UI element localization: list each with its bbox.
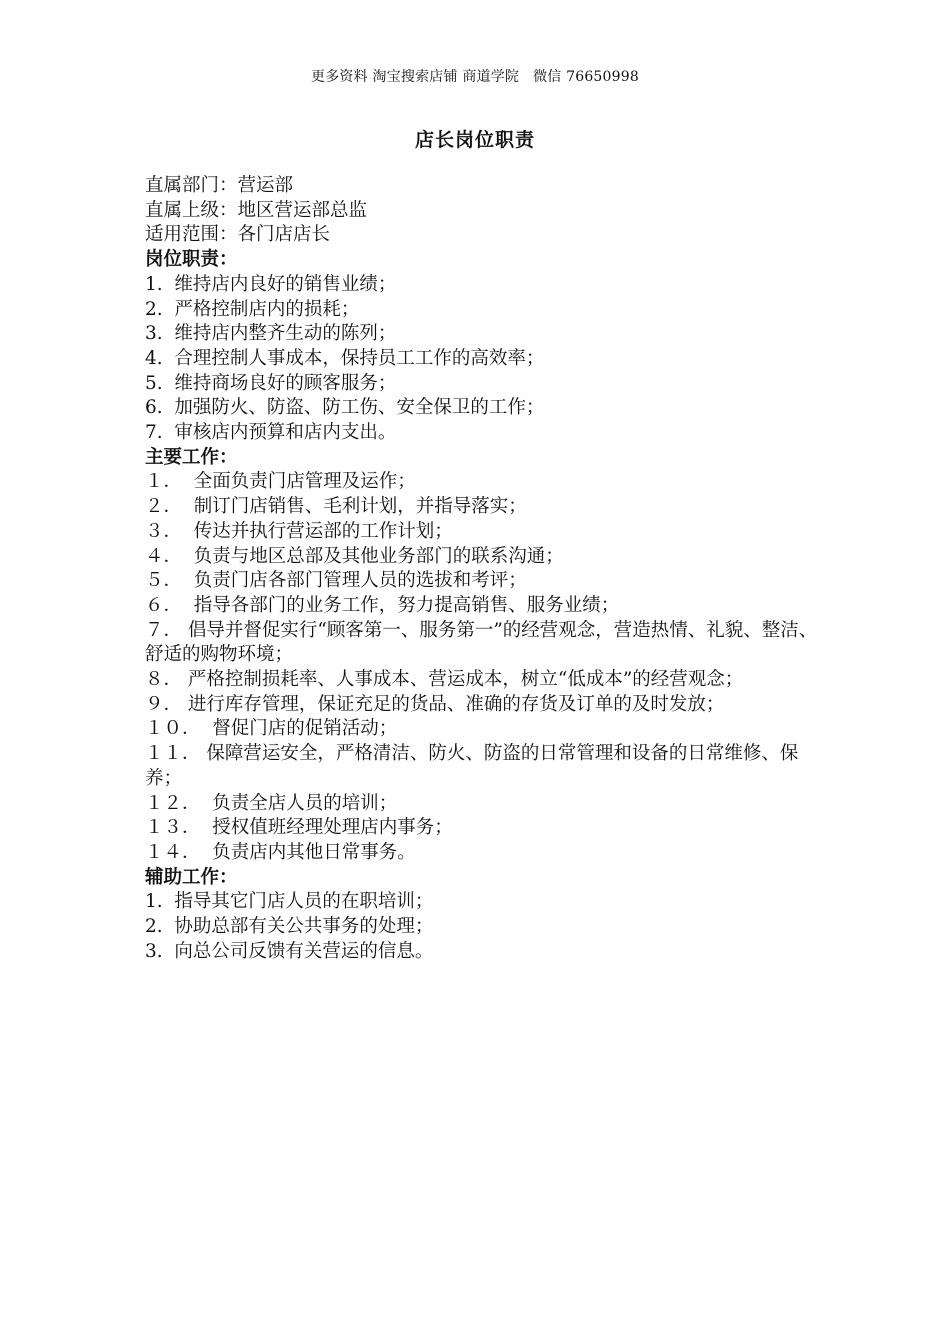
info-superior: 直属上级：地区营运部总监 (145, 199, 368, 221)
duty-item: 6. 加强防火、防盗、防工伤、安全保卫的工作； (145, 397, 545, 419)
duty-item: 4. 合理控制人事成本，保持员工工作的高效率； (145, 347, 545, 369)
main-work-item: ８． 严格控制损耗率、人事成本、营运成本，树立“低成本”的经营观念； (145, 669, 744, 691)
section-heading-duties: 岗位职责： (145, 249, 238, 271)
main-work-item: １０． 督促门店的促销活动； (145, 718, 398, 740)
page-header: 更多资料 淘宝搜索店铺 商道学院 微信 76650998 (311, 69, 639, 85)
main-work-item: ７． 倡导并督促实行“顾客第一、服务第一”的经营观念，营造热情、礼貌、整洁、舒适的购物环境； (145, 619, 818, 666)
duty-item: 2. 严格控制店内的损耗； (145, 298, 360, 320)
main-work-item: １． 全面负责门店管理及运作； (145, 471, 416, 493)
duty-item: 5. 维持商场良好的顾客服务； (145, 372, 397, 394)
aux-work-item: 3. 向总公司反馈有关营运的信息。 (145, 940, 434, 962)
main-work-item: １１． 保障营运安全，严格清洁、防火、防盗的日常管理和设备的日常维修、保养； (145, 743, 799, 789)
main-work-item: ２． 制订门店销售、毛利计划，并指导落实； (145, 496, 527, 518)
main-work-item: ３． 传达并执行营运部的工作计划； (145, 520, 453, 542)
document-body (145, 174, 835, 965)
section-heading-aux-work: 辅助工作： (145, 866, 238, 888)
main-work-item: １３． 授权值班经理处理店内事务； (145, 817, 453, 839)
document-title: 店长岗位职责 (414, 129, 535, 151)
section-heading-main-work: 主要工作： (145, 446, 238, 468)
main-work-item: ５． 负责门店各部门管理人员的选拔和考评； (145, 570, 527, 592)
main-work-item: １４． 负责店内其他日常事务。 (145, 841, 416, 863)
info-scope: 适用范围：各门店店长 (145, 224, 331, 246)
aux-work-item: 1. 指导其它门店人员的在职培训； (145, 891, 434, 913)
main-work-item: ４． 负责与地区总部及其他业务部门的联系沟通； (145, 545, 564, 567)
main-work-item: ９． 进行库存管理，保证充足的货品、准确的存货及订单的及时发放； (145, 693, 725, 715)
aux-work-item: 2. 协助总部有关公共事务的处理； (145, 916, 434, 938)
duty-item: 1. 维持店内良好的销售业绩； (145, 273, 397, 295)
duty-item: 7. 审核店内预算和店内支出。 (145, 422, 397, 444)
duty-item: 3. 维持店内整齐生动的陈列； (145, 323, 397, 345)
info-department: 直属部门：营运部 (145, 175, 294, 196)
main-work-item: ６． 指导各部门的业务工作，努力提高销售、服务业绩； (145, 594, 620, 616)
main-work-item: １２． 负责全店人员的培训； (145, 792, 398, 814)
